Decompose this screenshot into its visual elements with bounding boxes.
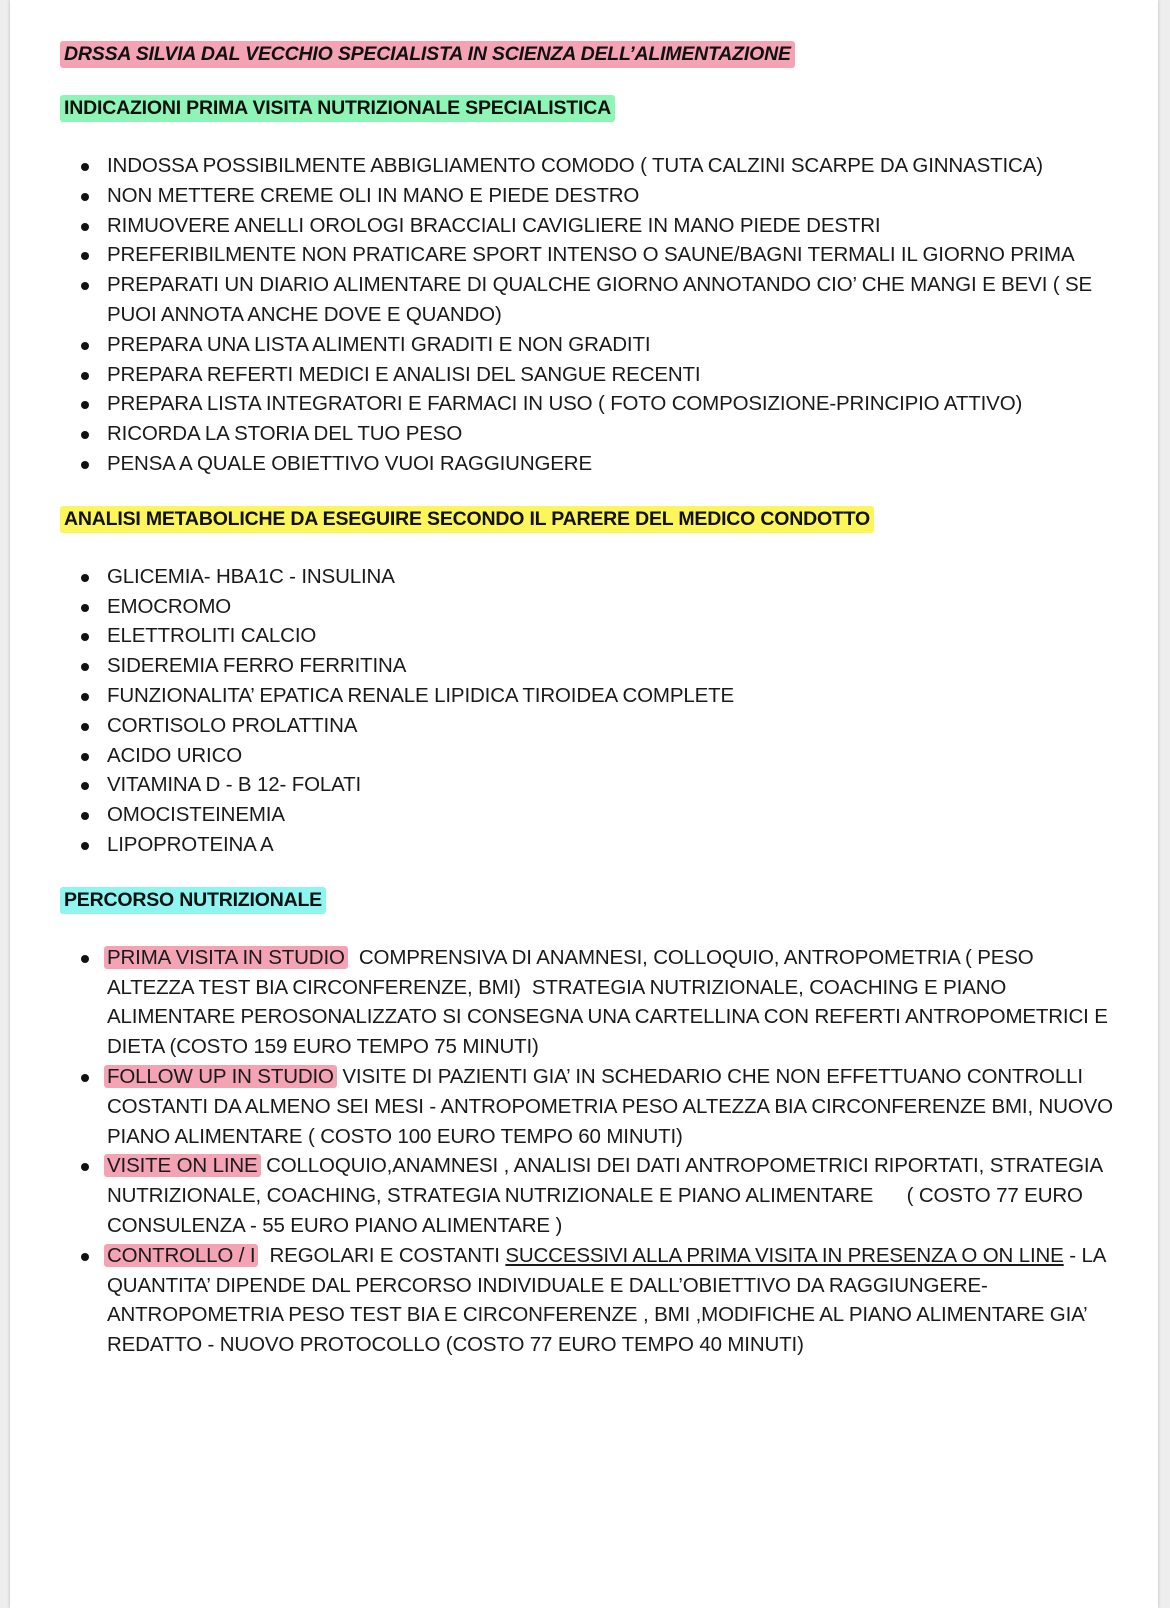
list-item: [107, 1151, 1120, 1240]
list-item: RICORDA LA STORIA DEL TUO PESO: [107, 419, 1120, 449]
list-item: VITAMINA D - B 12- FOLATI: [107, 770, 1120, 800]
list-item: ELETTROLITI CALCIO: [107, 621, 1120, 651]
item-tag: PRIMA VISITA IN STUDIO: [104, 946, 348, 969]
list-item: INDOSSA POSSIBILMENTE ABBIGLIAMENTO COMODO ( TUTA CALZINI SCARPE DA GINNASTICA): [107, 151, 1120, 181]
item-text: COMPRENSIVA DI ANAMNESI, COLLOQUIO, ANTROPOMETRIA ( PESO ALTEZZA TEST BIA CIRCONFERENZE, BMI) STRATEGIA NUTRIZIONALE, COACHING E PIANO ALIMENTARE PEROSONALIZZATO SI CONSEGNA UNA CARTELLINA CON REFERTI ANTROPOMETRICI E DIETA (COSTO 159 EURO TEMPO 75 MINUTI): [107, 945, 1114, 1059]
list-item: PREPARA UNA LISTA ALIMENTI GRADITI E NON GRADITI: [107, 330, 1120, 360]
list-item: [107, 1062, 1120, 1151]
item-tag: VISITE ON LINE: [104, 1154, 261, 1177]
list-item: SIDEREMIA FERRO FERRITINA: [107, 651, 1120, 681]
item-text-underlined: SUCCESSIVI ALLA PRIMA VISITA IN PRESENZA O ON LINE: [505, 1243, 1064, 1267]
list-item: PREPARA LISTA INTEGRATORI E FARMACI IN USO ( FOTO COMPOSIZIONE-PRINCIPIO ATTIVO): [107, 389, 1120, 419]
section-1-heading-row: [60, 95, 1120, 122]
document-title: DRSSA SILVIA DAL VECCHIO SPECIALISTA IN SCIENZA DELL’ALIMENTAZIONE: [60, 41, 795, 68]
list-item: PREFERIBILMENTE NON PRATICARE SPORT INTENSO O SAUNE/BAGNI TERMALI IL GIORNO PRIMA: [107, 240, 1120, 270]
list-item: OMOCISTEINEMIA: [107, 800, 1120, 830]
item-tag: CONTROLLO / I: [104, 1244, 258, 1267]
list-item: GLICEMIA- HBA1C - INSULINA: [107, 562, 1120, 592]
list-item: ACIDO URICO: [107, 741, 1120, 771]
section-1-heading: INDICAZIONI PRIMA VISITA NUTRIZIONALE SPECIALISTICA: [60, 95, 615, 122]
section-3-heading: PERCORSO NUTRIZIONALE: [60, 887, 326, 914]
list-item: EMOCROMO: [107, 592, 1120, 622]
list-item: [107, 1241, 1120, 1360]
list-item: RIMUOVERE ANELLI OROLOGI BRACCIALI CAVIGLIERE IN MANO PIEDE DESTRI: [107, 211, 1120, 241]
section-3-heading-row: [60, 887, 1120, 914]
list-item: LIPOPROTEINA A: [107, 830, 1120, 860]
document-title-row: [60, 41, 1120, 68]
list-item: [107, 943, 1120, 1062]
list-item: CORTISOLO PROLATTINA: [107, 711, 1120, 741]
list-item: FUNZIONALITA’ EPATICA RENALE LIPIDICA TIROIDEA COMPLETE: [107, 681, 1120, 711]
list-item: NON METTERE CREME OLI IN MANO E PIEDE DESTRO: [107, 181, 1120, 211]
section-2-heading: ANALISI METABOLICHE DA ESEGUIRE SECONDO IL PARERE DEL MEDICO CONDOTTO: [60, 506, 874, 533]
item-text: VISITE DI PAZIENTI GIA’ IN SCHEDARIO CHE NON EFFETTUANO CONTROLLI COSTANTI DA ALMENO SEI MESI - ANTROPOMETRIA PESO ALTEZZA BIA CIRCONFERENZE BMI, NUOVO PIANO ALIMENTARE ( COSTO 100 EURO TEMPO 60 MINUTI): [107, 1064, 1119, 1148]
list-item: PREPARA REFERTI MEDICI E ANALISI DEL SANGUE RECENTI: [107, 360, 1120, 390]
document-page: [10, 0, 1158, 1608]
list-item: PREPARATI UN DIARIO ALIMENTARE DI QUALCHE GIORNO ANNOTANDO CIO’ CHE MANGI E BEVI ( SE PUOI ANNOTA ANCHE DOVE E QUANDO): [107, 270, 1120, 330]
section-2-list: [60, 562, 1120, 860]
list-item: PENSA A QUALE OBIETTIVO VUOI RAGGIUNGERE: [107, 449, 1120, 479]
section-3-list: [60, 943, 1120, 1360]
item-tag: FOLLOW UP IN STUDIO: [104, 1065, 337, 1088]
document-content: [60, 41, 1120, 1360]
item-text: REGOLARI E COSTANTI: [258, 1243, 506, 1267]
section-1-list: [60, 151, 1120, 479]
item-text: COLLOQUIO,ANAMNESI , ANALISI DEI DATI ANTROPOMETRICI RIPORTATI, STRATEGIA NUTRIZIONALE, COACHING, STRATEGIA NUTRIZIONALE E PIANO ALIMENTARE ( COSTO 77 EURO CONSULENZA - 55 EURO PIANO ALIMENTARE ): [107, 1154, 1108, 1237]
section-2-heading-row: [60, 506, 1120, 533]
item-text: - LA QUANTITA’ DIPENDE DAL PERCORSO INDIVIDUALE E DALL’OBIETTIVO DA RAGGIUNGERE- ANTROPOMETRIA PESO TEST BIA E CIRCONFERENZE , BMI ,MODIFICHE AL PIANO ALIMENTARE GIA’ REDATTO - NUOVO PROTOCOLLO (COSTO 77 EURO TEMPO 40 MINUTI): [107, 1243, 1111, 1357]
